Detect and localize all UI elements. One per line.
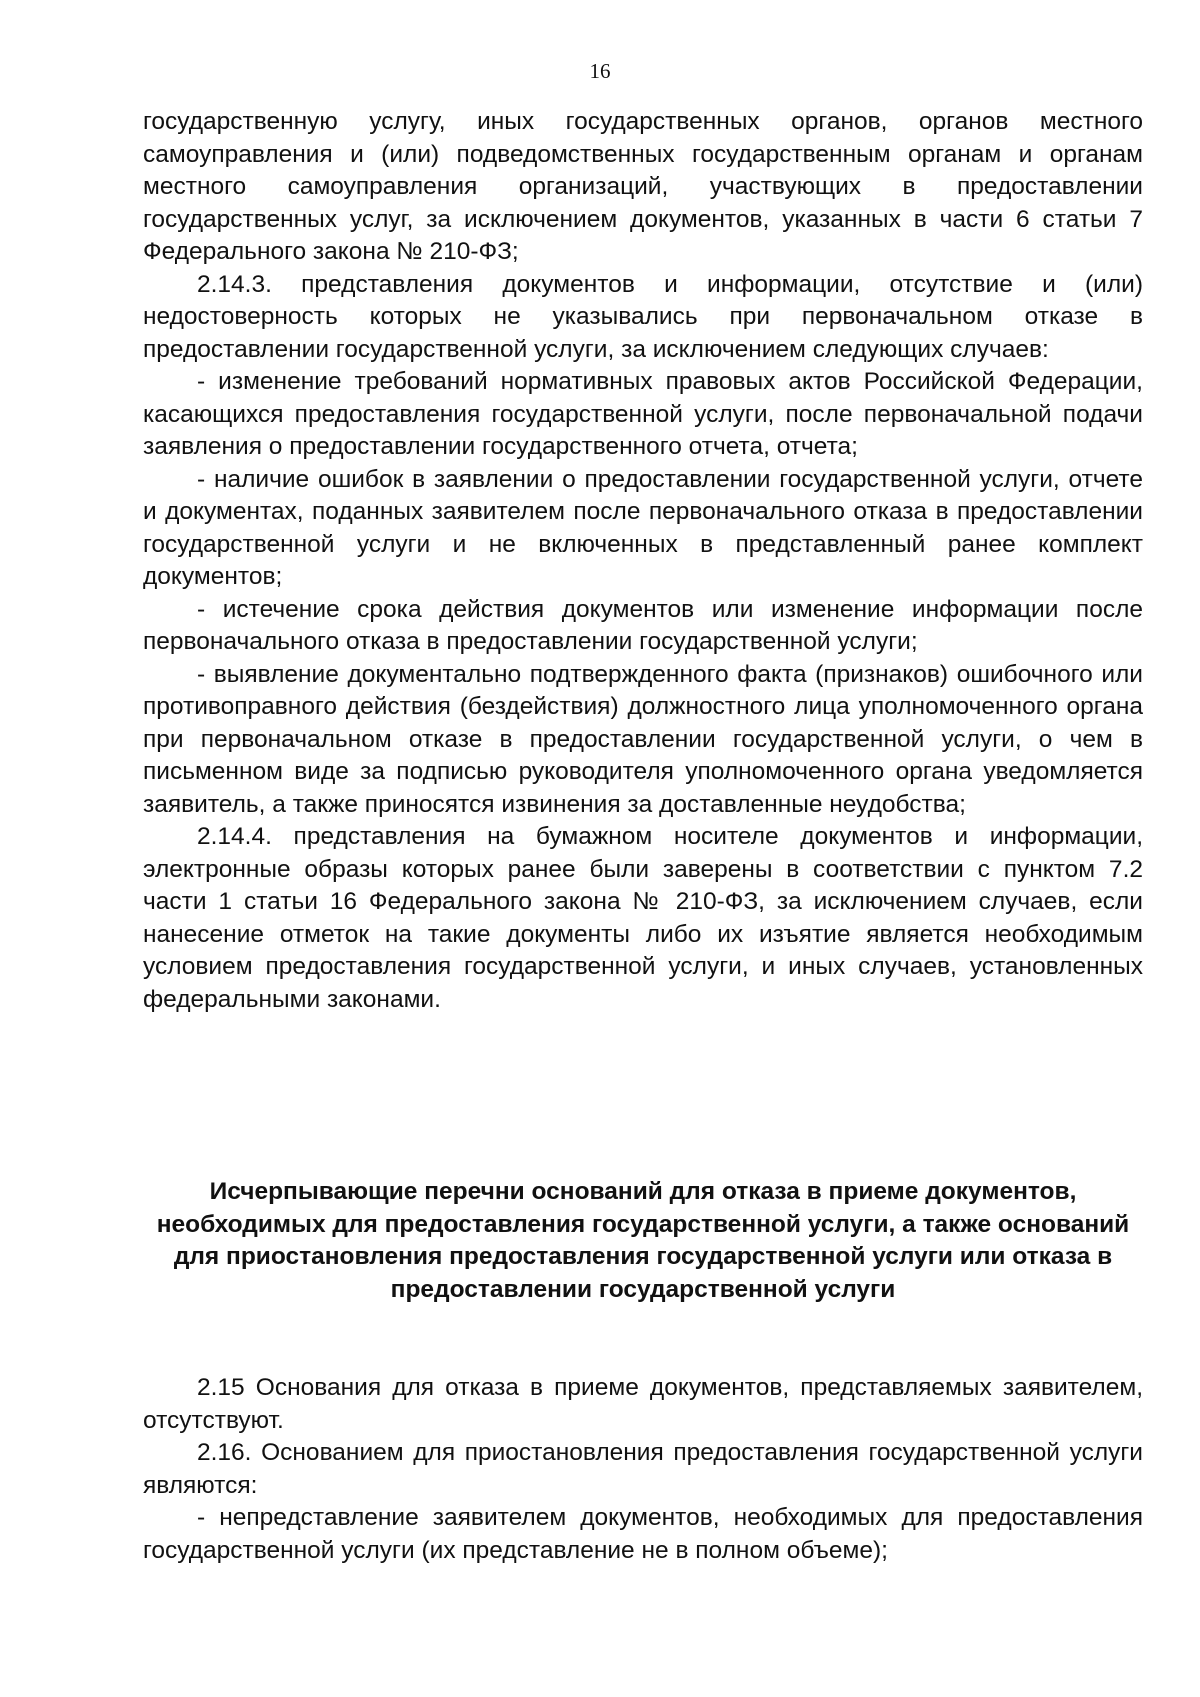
paragraph: 2.14.3. представления документов и информации, отсутствие и (или) недостоверность которых не указывались при первоначальном отказе в предоставлении государственной услуги, за исключением следующих случаев: [143, 270, 1143, 363]
body-text-upper [143, 106, 1143, 1016]
list-item: - истечение срока действия документов или изменение информации после первоначального отказа в предоставлении государственной услуги; [143, 595, 1143, 655]
paragraph: 2.14.4. представления на бумажном носителе документов и информации, электронные образы которых ранее были заверены в соответствии с пунктом 7.2 части 1 статьи 16 Федерального закона № 210-ФЗ, за исключением случаев, если нанесение отметок на такие документы либо их изъятие является необходимым условием предоставления государственной услуги, и иных случаев, установленных федеральными законами. [143, 823, 1143, 1013]
list-item: - выявление документально подтвержденного факта (признаков) ошибочного или противоправного действия (бездействия) должностного лица уполномоченного органа при первоначальном отказе в предоставлении государственной услуги, о чем в письменном виде за подписью руководителя уполномоченного органа уведомляется заявитель, а также приносятся извинения за доставленные неудобства; [143, 660, 1143, 818]
paragraph: 2.16. Основанием для приостановления предоставления государственной услуги являются: [143, 1439, 1143, 1499]
section-heading: Исчерпывающие перечни оснований для отказа в приеме документов, необходимых для предоставления государственной услуги, а также оснований для приостановления предоставления государственной услуги или отказа в предоставлении государственной услуги [156, 1178, 1130, 1303]
paragraph: 2.15 Основания для отказа в приеме документов, представляемых заявителем, отсутствуют. [143, 1374, 1143, 1434]
list-item: - изменение требований нормативных правовых актов Российской Федерации, касающихся предоставления государственной услуги, после первоначальной подачи заявления о предоставлении государственного отчета, отчета; [143, 368, 1143, 460]
body-text-lower [143, 1372, 1143, 1567]
list-item: - наличие ошибок в заявлении о предоставлении государственной услуги, отчете и документах, поданных заявителем после первоначального отказа в предоставлении государственной услуги и не включенных в представленный ранее комплект документов; [143, 465, 1143, 590]
page-number: 16 [589, 59, 611, 83]
list-item: - непредставление заявителем документов, необходимых для предоставления государственной услуги (их представление не в полном объеме); [143, 1504, 1143, 1564]
paragraph: государственную услугу, иных государственных органов, органов местного самоуправления и (или) подведомственных государственным органам и органам местного самоуправления организаций, участвующих в предоставлении государственных услуг, за исключением документов, указанных в части 6 статьи 7 Федерального закона № 210-ФЗ; [143, 108, 1143, 265]
